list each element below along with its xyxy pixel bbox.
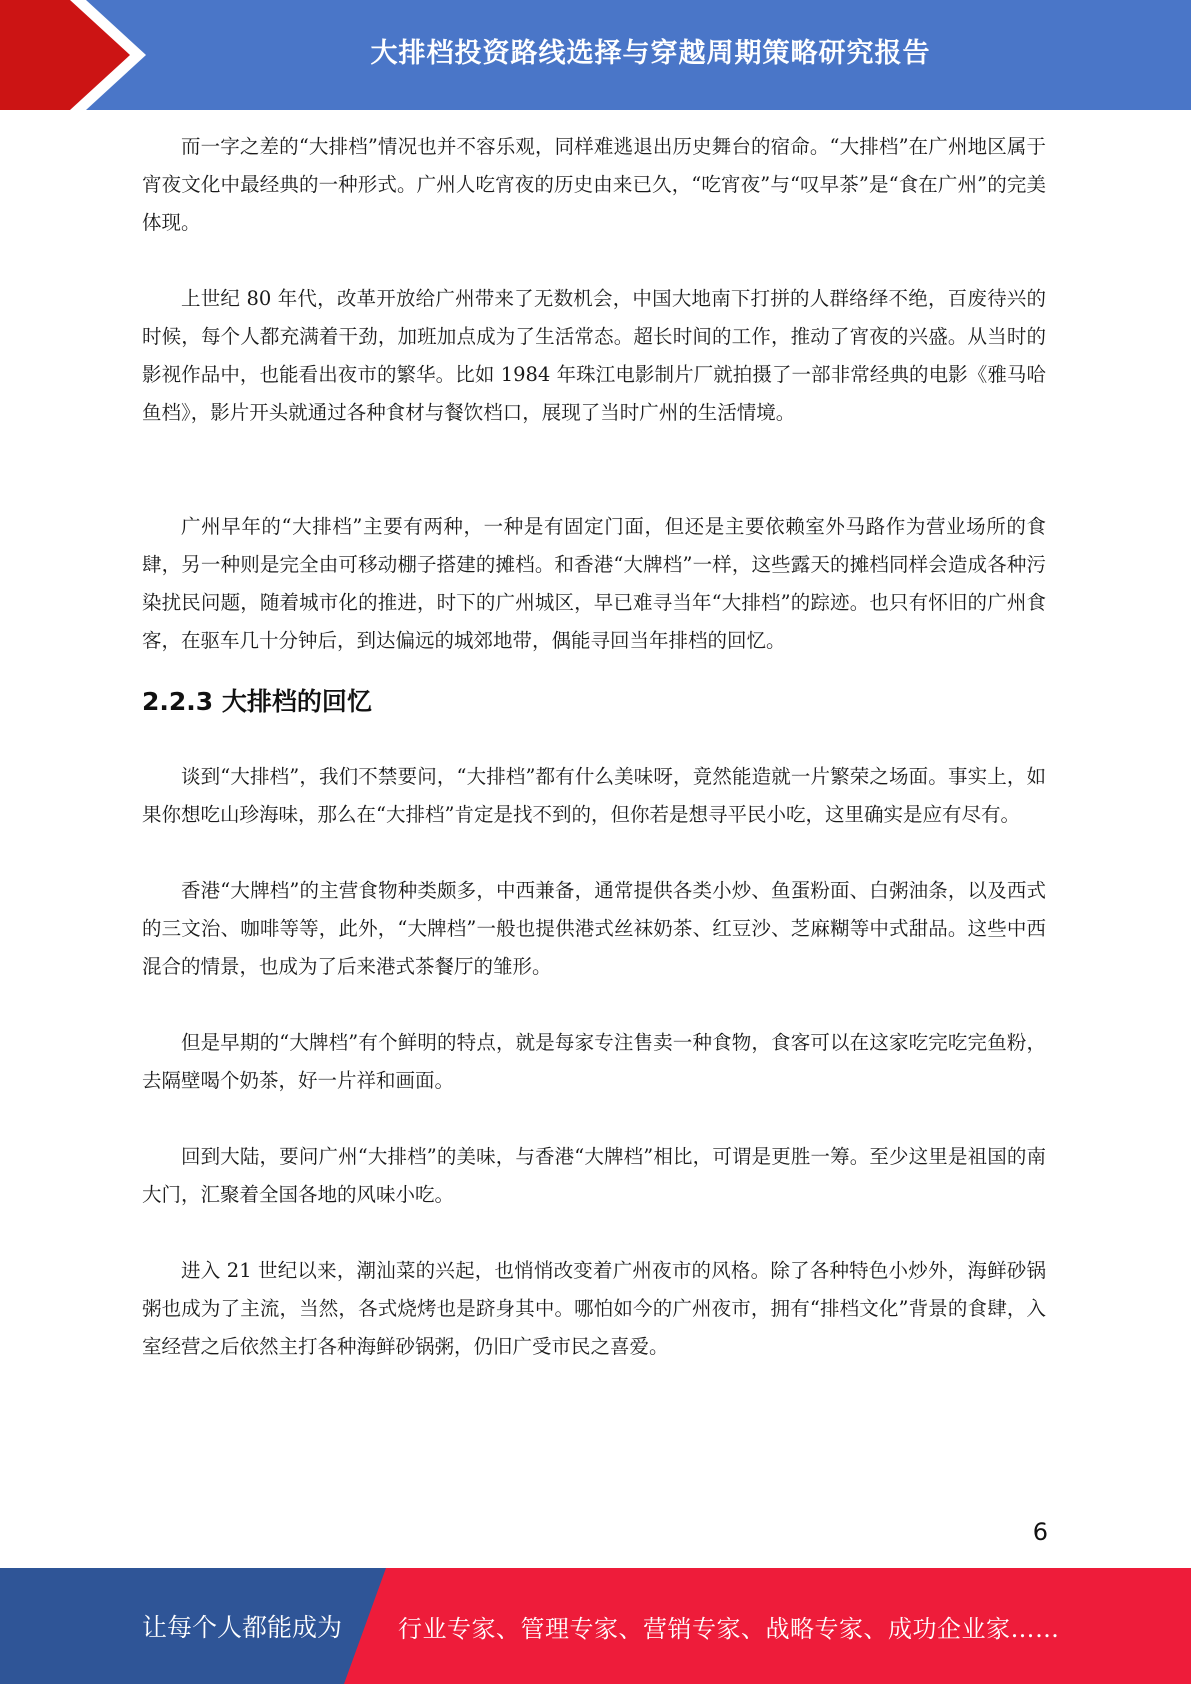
paragraph: 而一字之差的“大排档”情况也并不容乐观，同样难逃退出历史舞台的宿命。“大排档”在广州地区属于宵夜文化中最经典的一种形式。广州人吃宵夜的历史由来已久，“吃宵夜”与“叹早茶”是“食在广州”的完美体现。: [142, 135, 1046, 234]
paragraph: 香港“大牌档”的主营食物种类颇多，中西兼备，通常提供各类小炒、鱼蛋粉面、白粥油条，以及西式的三文治、咖啡等等，此外，“大牌档”一般也提供港式丝袜奶茶、红豆沙、芝麻糊等中式甜品。这些中西混合的情景，也成为了后来港式茶餐厅的雏形。: [142, 879, 1046, 978]
paragraph: 上世纪 80 年代，改革开放给广州带来了无数机会，中国大地南下打拼的人群络绎不绝，百废待兴的时候，每个人都充满着干劲，加班加点成为了生活常态。超长时间的工作，推动了宵夜的兴盛。从当时的影视作品中，也能看出夜市的繁华。比如 1984 年珠江电影制片厂就拍摄了一部非常经典的电影《雅马哈鱼档》，影片开头就通过各种食材与餐饮档口，展现了当时广州的生活情境。: [142, 287, 1046, 424]
paragraph: 进入 21 世纪以来，潮汕菜的兴起，也悄悄改变着广州夜市的风格。除了各种特色小炒外，海鲜砂锅粥也成为了主流，当然，各式烧烤也是跻身其中。哪怕如今的广州夜市，拥有“排档文化”背景的食肆，入室经营之后依然主打各种海鲜砂锅粥，仍旧广受市民之喜爱。: [142, 1259, 1046, 1358]
paragraph: 但是早期的“大牌档”有个鲜明的特点，就是每家专注售卖一种食物，食客可以在这家吃完吃完鱼粉，去隔壁喝个奶茶，好一片祥和画面。: [142, 1031, 1046, 1092]
footer-slogan-lead: 让每个人都能成为: [142, 1613, 343, 1642]
report-title: 大排档投资路线选择与穿越周期策略研究报告: [370, 37, 931, 69]
paragraph: 广州早年的“大排档”主要有两种，一种是有固定门面，但还是主要依赖室外马路作为营业场所的食肆，另一种则是完全由可移动棚子搭建的摊档。和香港“大牌档”一样，这些露天的摊档同样会造成各种污染扰民问题，随着城市化的推进，时下的广州城区，早已难寻当年“大排档”的踪迹。也只有怀旧的广州食客，在驱车几十分钟后，到达偏远的城郊地带，偶能寻回当年排档的回忆。: [142, 515, 1046, 652]
footer-slogan-roles: 行业专家、管理专家、营销专家、战略专家、成功企业家……: [398, 1614, 1060, 1643]
red-chevron-decoration: [0, 0, 170, 110]
page-header: [0, 0, 1191, 110]
paragraph: 谈到“大排档”，我们不禁要问，“大排档”都有什么美味呀，竟然能造就一片繁荣之场面。事实上，如果你想吃山珍海味，那么在“大排档”肯定是找不到的，但你若是想寻平民小吃，这里确实是应有尽有。: [142, 765, 1046, 826]
page-number: 6: [1032, 1518, 1048, 1546]
paragraph: 回到大陆，要问广州“大排档”的美味，与香港“大牌档”相比，可谓是更胜一筹。至少这里是祖国的南大门，汇聚着全国各地的风味小吃。: [142, 1145, 1046, 1206]
page-footer: [0, 1568, 1191, 1684]
document-body: [142, 128, 1046, 1366]
section-heading: 2.2.3 大排档的回忆: [142, 687, 372, 716]
